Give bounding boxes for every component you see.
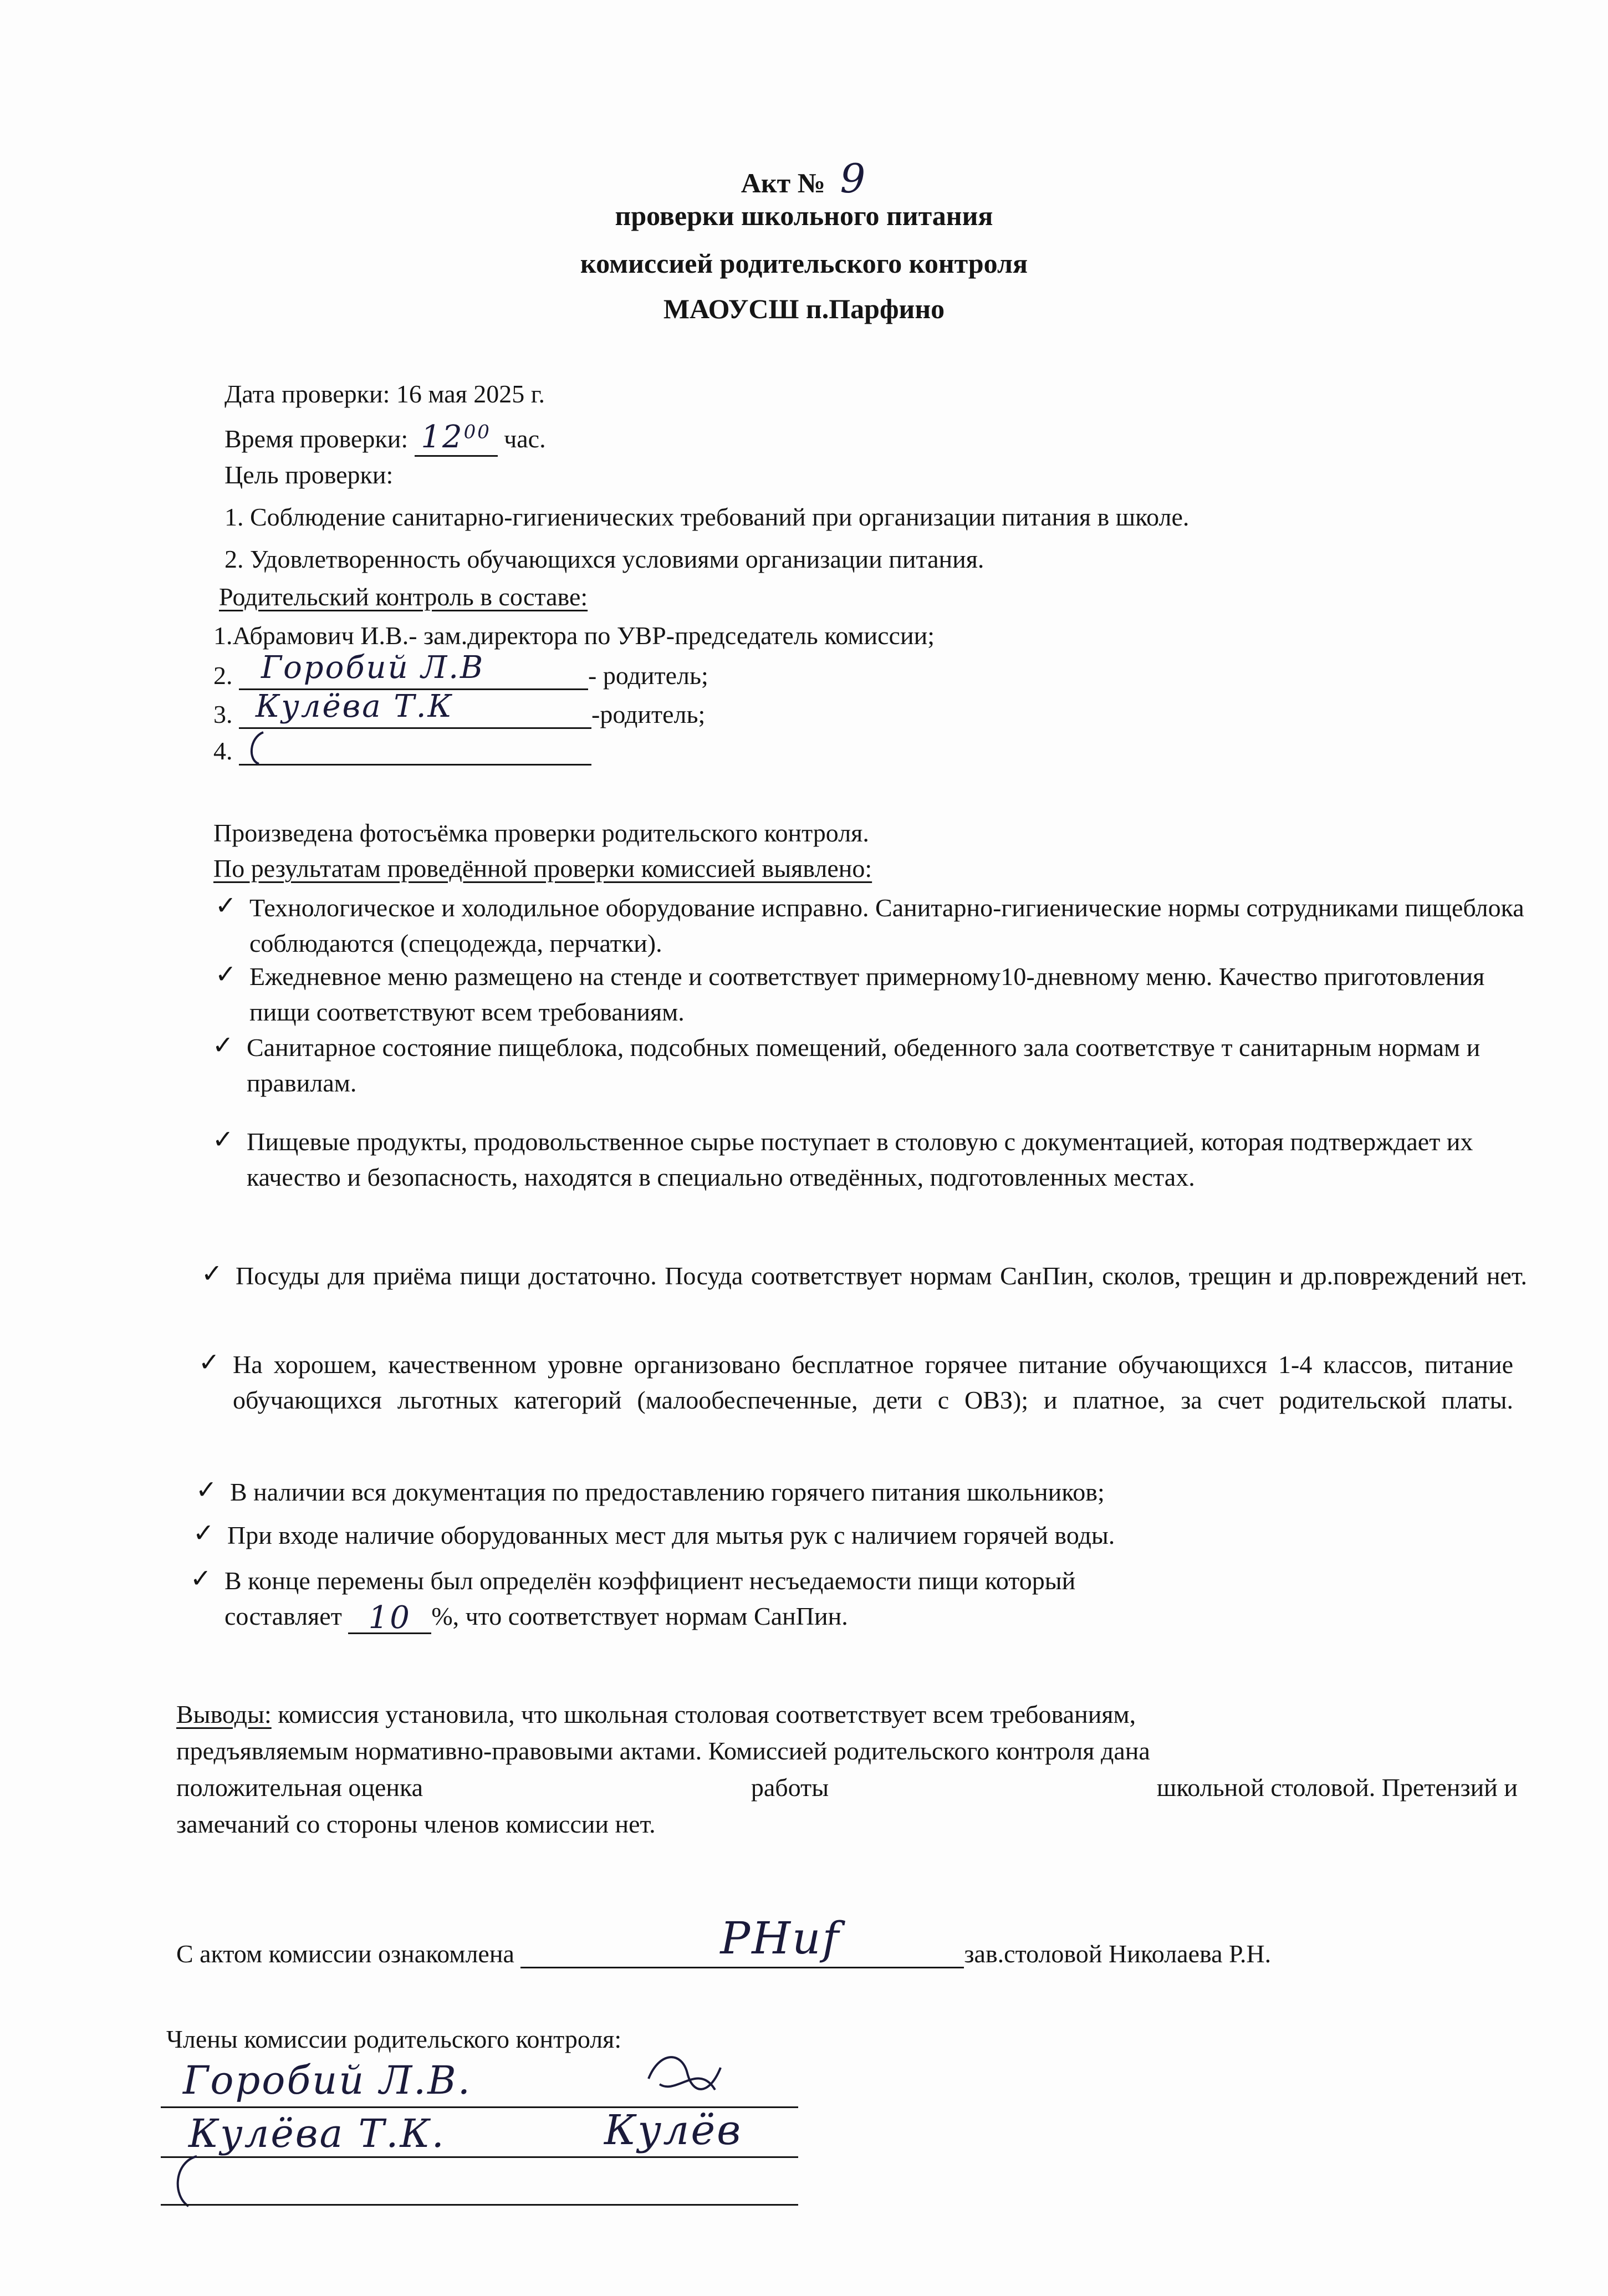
member-3-number: 3. — [213, 700, 233, 728]
conclusion — [176, 1696, 1518, 1843]
result-item — [193, 1518, 1508, 1553]
conclusion-line-3b: работы — [751, 1773, 829, 1802]
result-item — [198, 1347, 1513, 1418]
conclusion-label: Выводы: — [176, 1700, 272, 1728]
result-item — [196, 1474, 1510, 1510]
checkmark-icon: ✓ — [190, 1563, 212, 1593]
results-heading — [213, 854, 872, 883]
coefficient-suffix: %, что соответствует нормам СанПин. — [431, 1602, 848, 1630]
member-2-field — [239, 650, 588, 690]
coefficient-field — [348, 1600, 431, 1634]
member-2 — [213, 650, 708, 690]
conclusion-line-3 — [176, 1769, 1518, 1806]
signature-line — [161, 2156, 798, 2158]
goal-1: 1. Соблюдение санитарно-гигиенических требований при организации питания в школе. — [224, 503, 1190, 531]
results-heading-text: По результатам проведённой проверки комиссией выявлено: — [213, 854, 872, 882]
acknowledgement — [176, 1912, 1272, 1968]
conclusion-line-3a: положительная оценка — [176, 1773, 423, 1802]
member-signature-1: Горобий Л.В. — [183, 2058, 472, 2103]
result-item-text: При входе наличие оборудованных мест для мытья рук с наличием горячей воды. — [227, 1521, 1115, 1549]
composition-heading-text: Родительский контроль в составе: — [219, 583, 588, 611]
coefficient-line — [224, 1599, 1527, 1634]
coefficient-value: 10 — [368, 1600, 411, 1636]
composition-heading — [219, 582, 588, 611]
result-item — [212, 1124, 1524, 1195]
title-line-3: МАОУСШ п.Парфино — [663, 293, 945, 324]
time-label: Время проверки: — [224, 425, 409, 453]
result-item-text: Ежедневное меню размещено на стенде и соответствует примерному10-дневному меню. Качество приготовления пищи соответствуют всем требованиям. — [249, 962, 1485, 1026]
signature-line — [161, 2204, 798, 2206]
checkmark-icon: ✓ — [193, 1518, 215, 1548]
member-1: 1.Абрамович И.В.- зам.директора по УВР-председатель комиссии; — [213, 621, 935, 650]
member-3 — [213, 688, 706, 729]
member-2-role: - родитель; — [588, 661, 708, 690]
acknowledgement-signature-field — [520, 1912, 964, 1968]
time-suffix: час. — [504, 425, 546, 453]
goal-2: 2. Удовлетворенность обучающихся условиями организации питания. — [224, 545, 984, 573]
result-item-text: В наличии вся документация по предоставлению горячего питания школьников; — [230, 1478, 1105, 1506]
result-item — [190, 1563, 1527, 1636]
photo-line: Произведена фотосъёмка проверки родительского контроля. — [213, 819, 869, 847]
result-item — [215, 959, 1524, 1030]
member-signature-2: Кулёва Т.К. — [188, 2111, 446, 2156]
acknowledgement-label: С актом комиссии ознакомлена — [176, 1940, 514, 1968]
title-line-2: комиссией родительского контроля — [580, 248, 1028, 279]
result-item-text: Санитарное состояние пищеблока, подсобных помещений, обеденного зала соответствуе т санитарным нормам и правилам. — [247, 1033, 1481, 1097]
checkmark-icon: ✓ — [212, 1030, 234, 1060]
members-heading: Члены комиссии родительского контроля: — [166, 2025, 622, 2053]
act-title — [0, 155, 1608, 202]
conclusion-line-4: замечаний со стороны членов комиссии нет. — [176, 1810, 656, 1838]
time-line — [224, 419, 546, 457]
checkmark-icon: ✓ — [212, 1124, 234, 1154]
member-3-role: -родитель; — [591, 700, 706, 728]
checkmark-icon: ✓ — [215, 959, 237, 989]
date-line: Дата проверки: 16 мая 2025 г. — [224, 380, 545, 408]
time-minutes: 00 — [463, 421, 491, 443]
member-4 — [213, 733, 591, 766]
coefficient-label: составляет — [224, 1602, 342, 1630]
member-2-signature: Горобий Л.В — [261, 650, 485, 686]
member-4-mark — [247, 729, 269, 768]
checkmark-icon: ✓ — [215, 890, 237, 920]
signature-mark-icon — [637, 2045, 726, 2106]
member-signature-3-mark — [166, 2151, 211, 2212]
result-item-text: Посуды для приёма пищи достаточно. Посуда соответствует нормам СанПин, сколов, трещин и др.повреждений нет. — [236, 1262, 1527, 1290]
act-label: Акт № — [741, 167, 825, 198]
checkmark-icon: ✓ — [196, 1474, 217, 1504]
result-item — [215, 890, 1524, 961]
act-number: 9 — [840, 155, 867, 202]
result-item-text: Технологическое и холодильное оборудование исправно. Санитарно-гигиенические нормы сотрудниками пищеблока соблюдаются (спецодежда, перчатки). — [249, 894, 1524, 957]
acknowledgement-role: зав.столовой Николаева Р.Н. — [964, 1940, 1272, 1968]
title-line-1: проверки школьного питания — [615, 200, 993, 231]
result-item — [212, 1030, 1524, 1101]
checkmark-icon: ✓ — [198, 1347, 220, 1377]
conclusion-line-1: комиссия установила, что школьная столовая соответствует всем требованиям, — [271, 1700, 1136, 1728]
member-2-number: 2. — [213, 661, 233, 690]
result-item-text: На хорошем, качественном уровне организовано бесплатное горячее питание обучающихся 1-4 классов, питание обучающихся льготных категорий (малообеспеченные, дети с ОВЗ); и платное, за счет родительской платы. — [233, 1350, 1513, 1414]
member-4-field — [239, 733, 591, 766]
member-signature-2-sign: Кулёв — [604, 2106, 743, 2154]
time-value: 12 — [421, 419, 464, 455]
member-3-field — [239, 688, 591, 729]
acknowledgement-signature: РНиf — [720, 1912, 841, 1964]
time-field — [415, 419, 498, 457]
member-4-number: 4. — [213, 737, 233, 765]
result-item-text: Пищевые продукты, продовольственное сырье поступает в столовую с документацией, которая подтверждает их качество и безопасность, находятся в специально отведённых, подготовленных местах. — [247, 1127, 1473, 1191]
checkmark-icon: ✓ — [201, 1258, 223, 1288]
member-3-signature: Кулёва Т.К — [256, 688, 453, 724]
result-item-text: В конце перемены был определён коэффициент несъедаемости пищи который — [224, 1567, 1076, 1595]
result-item — [201, 1258, 1527, 1294]
conclusion-line-2: предъявляемым нормативно-правовыми актами. Комиссией родительского контроля дана — [176, 1737, 1150, 1765]
goal-label: Цель проверки: — [224, 461, 394, 489]
conclusion-line-3c: школьной столовой. Претензий и — [1156, 1773, 1518, 1802]
